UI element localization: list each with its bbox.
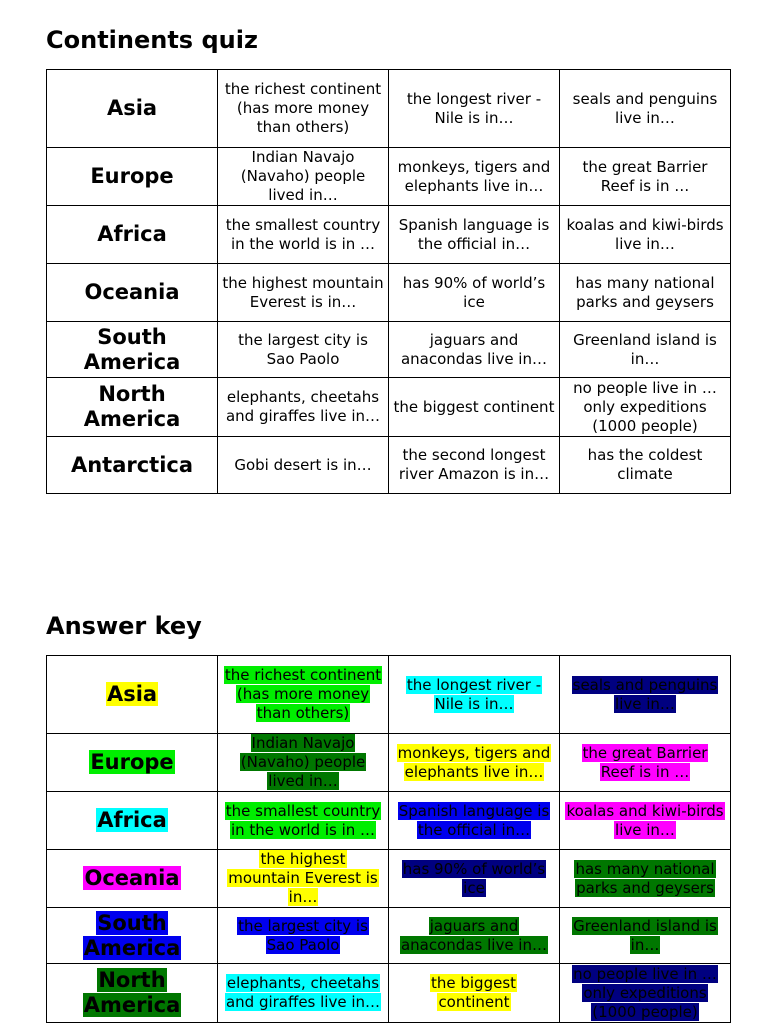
clue-cell: the biggest continent xyxy=(389,378,560,437)
highlighted-clue: Indian Navajo (Navaho) people lived in… xyxy=(240,734,366,790)
highlighted-continent: Africa xyxy=(97,808,167,832)
clue-cell: Spanish language is the official in… xyxy=(389,206,560,264)
highlighted-clue: Spanish language is the official in… xyxy=(398,801,550,839)
continent-cell xyxy=(47,734,218,792)
highlighted-clue: the highest mountain Everest is in… xyxy=(228,850,378,906)
answer-cell xyxy=(560,964,731,1023)
answer-key-table xyxy=(46,655,731,1023)
continent-cell: Europe xyxy=(47,148,218,206)
answer-cell xyxy=(389,792,560,850)
highlighted-clue: koalas and kiwi-birds live in… xyxy=(566,801,724,839)
answer-cell xyxy=(218,850,389,908)
clue-cell: Greenland island is in… xyxy=(560,322,731,378)
highlighted-clue: seals and penguins live in… xyxy=(572,675,718,713)
key-row-europe xyxy=(47,734,731,792)
key-row-asia xyxy=(47,656,731,734)
quiz-row-oceania xyxy=(47,264,731,322)
key-row-oceania xyxy=(47,850,731,908)
quiz-row-europe xyxy=(47,148,731,206)
quiz-title: Continents quiz xyxy=(46,26,258,54)
highlighted-clue: the biggest continent xyxy=(430,974,517,1011)
quiz-table xyxy=(46,69,731,494)
quiz-row-north-america xyxy=(47,378,731,437)
clue-cell: Indian Navajo (Navaho) people lived in… xyxy=(218,148,389,206)
answer-cell xyxy=(560,850,731,908)
clue-cell: has many national parks and geysers xyxy=(560,264,731,322)
key-row-africa xyxy=(47,792,731,850)
continent-cell: Africa xyxy=(47,206,218,264)
answer-cell xyxy=(389,850,560,908)
continent-cell xyxy=(47,656,218,734)
clue-cell: the smallest country in the world is in … xyxy=(218,206,389,264)
answer-cell xyxy=(560,792,731,850)
highlighted-clue: jaguars and anacondas live in… xyxy=(400,916,547,954)
highlighted-continent: North America xyxy=(83,968,181,1017)
highlighted-clue: has many national parks and geysers xyxy=(575,859,715,897)
highlighted-clue: the richest continent (has more money than others) xyxy=(224,666,382,722)
highlighted-continent: South America xyxy=(83,910,181,960)
continent-cell: Antarctica xyxy=(47,437,218,494)
highlighted-clue: has 90% of world’s ice xyxy=(402,859,546,897)
clue-cell: has 90% of world’s ice xyxy=(389,264,560,322)
clue-cell: the highest mountain Everest is in… xyxy=(218,264,389,322)
quiz-row-africa xyxy=(47,206,731,264)
clue-cell: has the coldest climate xyxy=(560,437,731,494)
answer-cell xyxy=(389,964,560,1023)
answer-cell xyxy=(389,656,560,734)
highlighted-continent: Asia xyxy=(106,682,158,706)
continent-cell xyxy=(47,964,218,1023)
highlighted-continent: Oceania xyxy=(84,866,180,890)
clue-cell: seals and penguins live in… xyxy=(560,70,731,148)
continent-cell: Asia xyxy=(47,70,218,148)
clue-cell: the richest continent (has more money than others) xyxy=(218,70,389,148)
continent-cell: South America xyxy=(47,322,218,378)
continent-cell xyxy=(47,908,218,964)
quiz-row-antarctica xyxy=(47,437,731,494)
answer-cell xyxy=(560,908,731,964)
answer-cell xyxy=(218,656,389,734)
highlighted-continent: Europe xyxy=(90,750,174,774)
clue-cell: Gobi desert is in… xyxy=(218,437,389,494)
key-row-south-america xyxy=(47,908,731,964)
clue-cell: koalas and kiwi-birds live in… xyxy=(560,206,731,264)
answer-cell xyxy=(560,734,731,792)
highlighted-clue: no people live in … only expeditions (1000 people) xyxy=(573,964,717,1021)
answer-cell xyxy=(218,964,389,1023)
clue-cell: elephants, cheetahs and giraffes live in… xyxy=(218,378,389,437)
continent-cell: Oceania xyxy=(47,264,218,322)
highlighted-clue: the smallest country in the world is in … xyxy=(225,801,381,839)
highlighted-clue: the longest river - Nile is in… xyxy=(406,675,542,713)
continent-cell: North America xyxy=(47,378,218,437)
answer-cell xyxy=(218,734,389,792)
highlighted-clue: the great Barrier Reef is in … xyxy=(582,743,708,781)
clue-cell: no people live in … only expeditions (1000 people) xyxy=(560,378,731,437)
answer-cell xyxy=(389,734,560,792)
clue-cell: the largest city is Sao Paolo xyxy=(218,322,389,378)
continent-cell xyxy=(47,850,218,908)
highlighted-clue: Greenland island is in… xyxy=(573,916,717,954)
answer-key-title: Answer key xyxy=(46,612,202,640)
answer-cell xyxy=(389,908,560,964)
key-row-north-america xyxy=(47,964,731,1023)
highlighted-clue: monkeys, tigers and elephants live in… xyxy=(397,743,551,781)
clue-cell: monkeys, tigers and elephants live in… xyxy=(389,148,560,206)
clue-cell: the great Barrier Reef is in … xyxy=(560,148,731,206)
quiz-row-south-america xyxy=(47,322,731,378)
quiz-row-asia xyxy=(47,70,731,148)
clue-cell: the longest river - Nile is in… xyxy=(389,70,560,148)
clue-cell: jaguars and anacondas live in… xyxy=(389,322,560,378)
answer-cell xyxy=(218,908,389,964)
clue-cell: the second longest river Amazon is in… xyxy=(389,437,560,494)
answer-cell xyxy=(218,792,389,850)
highlighted-clue: the largest city is Sao Paolo xyxy=(238,916,368,954)
answer-cell xyxy=(560,656,731,734)
highlighted-clue: elephants, cheetahs and giraffes live in… xyxy=(225,974,381,1011)
continent-cell xyxy=(47,792,218,850)
